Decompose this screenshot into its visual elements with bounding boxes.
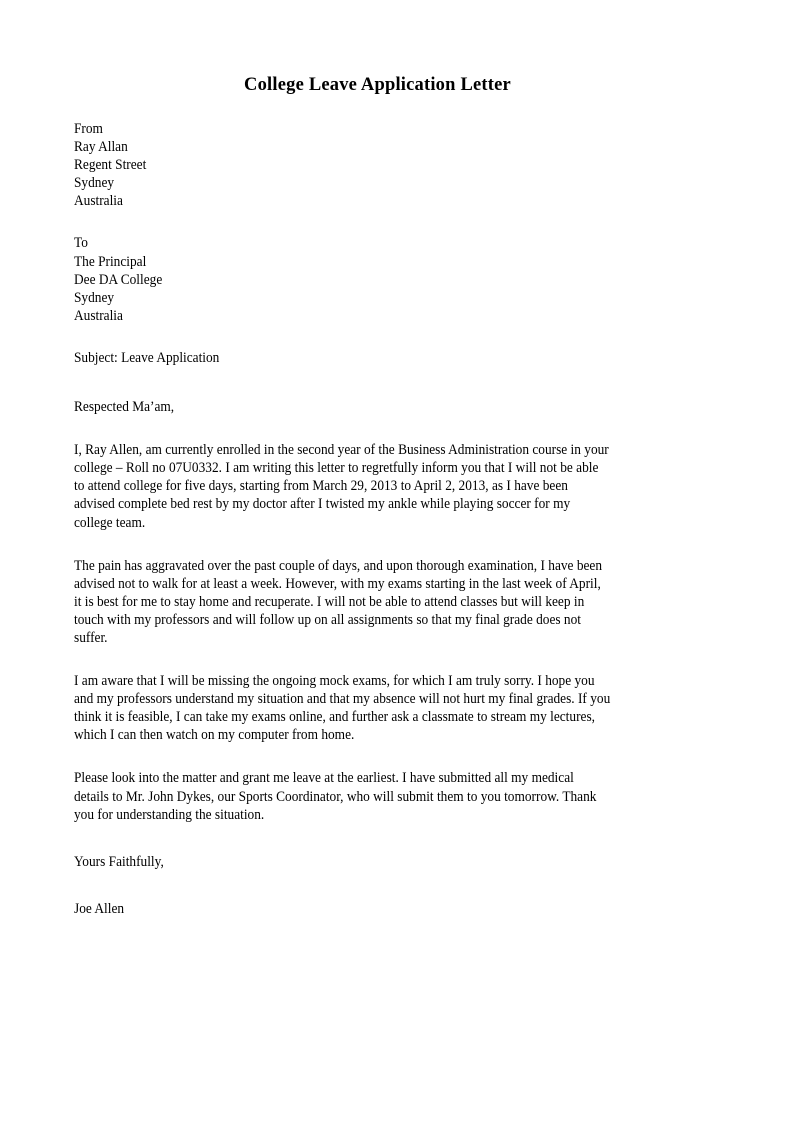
paragraph-line: it is best for me to stay home and recuperate. I will not be able to attend classes but will keep in bbox=[74, 593, 585, 610]
page-title: College Leave Application Letter bbox=[244, 75, 511, 95]
sender-street: Regent Street bbox=[74, 157, 147, 174]
recipient-address-block bbox=[74, 234, 660, 324]
body-paragraph-2 bbox=[74, 557, 660, 647]
paragraph-line: touch with my professors and will follow up on all assignments so that my final grade does not bbox=[74, 611, 581, 628]
paragraph-line: to attend college for five days, starting from March 29, 2013 to April 2, 2013, as I have been bbox=[74, 478, 568, 495]
paragraph-line: think it is feasible, I can take my exams online, and further ask a classmate to stream my lectures, bbox=[74, 709, 595, 726]
body-paragraph-1 bbox=[74, 441, 660, 531]
recipient-heading: To bbox=[74, 235, 88, 252]
sender-name: Ray Allan bbox=[74, 139, 128, 156]
paragraph-line: Please look into the matter and grant me leave at the earliest. I have submitted all my medical bbox=[74, 770, 574, 787]
sender-country: Australia bbox=[74, 193, 123, 210]
recipient-country: Australia bbox=[74, 307, 123, 324]
sender-address-block bbox=[74, 120, 660, 210]
paragraph-line: college team. bbox=[74, 514, 146, 531]
subject-line: Subject: Leave Application bbox=[74, 349, 220, 366]
paragraph-line: advised complete bed rest by my doctor after I twisted my ankle while playing soccer for my bbox=[74, 496, 571, 513]
body-paragraph-4 bbox=[74, 769, 660, 823]
paragraph-line: suffer. bbox=[74, 629, 108, 646]
paragraph-line: and my professors understand my situation and that my absence will not hurt my final grades. If you bbox=[74, 691, 611, 708]
salutation: Respected Ma’am, bbox=[74, 399, 175, 416]
paragraph-line: which I can then watch on my computer from home. bbox=[74, 727, 355, 744]
signature-name: Joe Allen bbox=[74, 900, 125, 917]
recipient-title: The Principal bbox=[74, 253, 147, 270]
paragraph-line: college – Roll no 07U0332. I am writing this letter to regretfully inform you that I will not be able bbox=[74, 460, 599, 477]
recipient-institution: Dee DA College bbox=[74, 271, 163, 288]
closing-line: Yours Faithfully, bbox=[74, 853, 164, 870]
sender-heading: From bbox=[74, 121, 103, 137]
paragraph-line: advised not to walk for at least a week. However, with my exams starting in the last week of April, bbox=[74, 575, 601, 592]
paragraph-line: I, Ray Allen, am currently enrolled in the second year of the Business Administration course in your bbox=[74, 442, 609, 459]
paragraph-line: you for understanding the situation. bbox=[74, 806, 265, 823]
letter-body bbox=[74, 120, 660, 918]
body-paragraph-3 bbox=[74, 672, 660, 744]
paragraph-line: details to Mr. John Dykes, our Sports Coordinator, who will submit them to you tomorrow. Thank bbox=[74, 788, 597, 805]
paragraph-line: The pain has aggravated over the past couple of days, and upon thorough examination, I have been bbox=[74, 557, 603, 574]
sender-city: Sydney bbox=[74, 175, 115, 192]
recipient-city: Sydney bbox=[74, 289, 115, 306]
paragraph-line: I am aware that I will be missing the ongoing mock exams, for which I am truly sorry. I hope you bbox=[74, 673, 595, 690]
